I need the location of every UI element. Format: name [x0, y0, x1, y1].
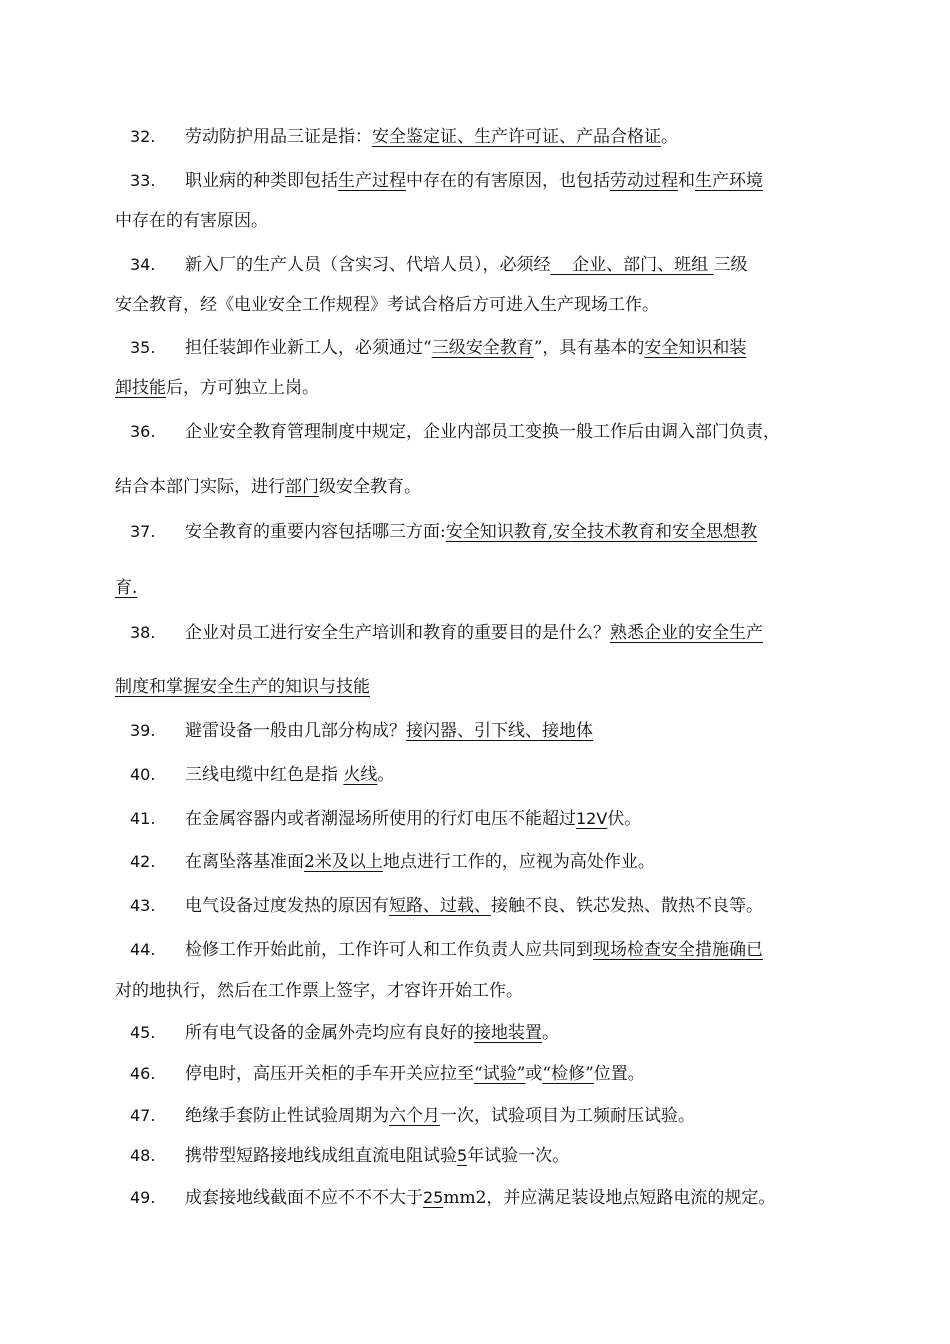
item-38-cont [115, 675, 850, 699]
answer: 育. [115, 578, 138, 598]
item-42: 42. 在离坠落基准面2米及以上地点进行工作的，应视为高处作业。 [130, 852, 655, 872]
item-36: 36. 企业安全教育管理制度中规定，企业内部员工变换一般工作后由调入部门负责， [130, 422, 780, 442]
item-34: 34. 新入厂的生产人员（含实习、代培人员），必须经 企业、部门、班组 三级 [130, 255, 748, 275]
item-34-cont: 安全教育，经《电业安全工作规程》考试合格后方可进入生产现场工作。 [115, 295, 659, 315]
item-49: 49. 成套接地线截面不应不不不大于25mm2，并应满足装设地点短路电流的规定。 [130, 1188, 776, 1208]
answer: 25 [423, 1188, 444, 1207]
answer: “检修” [542, 1064, 594, 1084]
answer: 安全知识和装 [644, 338, 747, 358]
answer: 劳动过程 [610, 171, 678, 191]
answer: 12V [576, 809, 608, 828]
answer: 熟悉企业的安全生产 [610, 623, 763, 643]
answer: 生产过程 [338, 171, 406, 191]
item-44: 44. 检修工作开始此前，工作许可人和工作负责人应共同到现场检查安全措施确已 [130, 940, 763, 960]
answer: 短路、过载、 [389, 896, 491, 916]
item-32: 32. 劳动防护用品三证是指：安全鉴定证、生产许可证、产品合格证。 [130, 127, 678, 147]
item-48: 48. 携带型短路接地线成组直流电阻试验5年试验一次。 [130, 1146, 570, 1166]
item-36-cont: 结合本部门实际，进行部门级安全教育。 [115, 477, 421, 497]
item-37: 37. 安全教育的重要内容包括哪三方面:安全知识教育,安全技术教育和安全思想教 [130, 522, 758, 542]
item-37-cont [115, 576, 850, 600]
answer: 制度和掌握安全生产的知识与技能 [115, 677, 370, 697]
item-40: 40. 三线电缆中红色是指 火线。 [130, 765, 395, 785]
item-47: 47. 绝缘手套防止性试验周期为六个月一次，试验项目为工频耐压试验。 [130, 1106, 695, 1126]
answer: 三级安全教育 [431, 338, 534, 358]
answer: 企业、部门、班组 [550, 255, 714, 275]
answer: 安全鉴定证、生产许可证、产品合格证 [372, 127, 661, 147]
item-41: 41. 在金属容器内或者潮湿场所使用的行灯电压不能超过12V伏。 [130, 809, 642, 829]
answer: 生产环境 [695, 171, 763, 191]
answer: 接地装置 [474, 1023, 542, 1043]
item-33-cont: 中存在的有害原因。 [115, 211, 268, 231]
answer: 六个月 [389, 1106, 440, 1126]
answer: 现场检查安全措施确已 [593, 940, 763, 960]
item-33: 33. 职业病的种类即包括生产过程中存在的有害原因，也包括劳动过程和生产环境 [130, 171, 763, 191]
item-45: 45. 所有电气设备的金属外壳均应有良好的接地装置。 [130, 1023, 559, 1043]
answer: 火线 [343, 765, 378, 785]
item-44-cont: 对的地执行，然后在工作票上签字，才容许开始工作。 [115, 981, 523, 1001]
answer: 2米及以上 [304, 852, 383, 872]
item-35-cont: 卸技能后，方可独立上岗。 [115, 378, 319, 398]
answer: 卸技能 [115, 378, 166, 398]
answer: 5 [457, 1146, 468, 1165]
answer: 安全知识教育,安全技术教育和安全思想教 [445, 522, 758, 542]
answer: 接闪器、引下线、接地体 [406, 721, 593, 741]
answer: 部门 [285, 477, 319, 497]
item-35: 35. 担任装卸作业新工人，必须通过“三级安全教育”，具有基本的安全知识和装 [130, 338, 747, 358]
item-43: 43. 电气设备过度发热的原因有短路、过载、接触不良、铁芯发热、散热不良等。 [130, 896, 763, 916]
item-38: 38. 企业对员工进行安全生产培训和教育的重要目的是什么？熟悉企业的安全生产 [130, 623, 763, 643]
item-39: 39. 避雷设备一般由几部分构成？接闪器、引下线、接地体 [130, 721, 593, 741]
answer: “试验” [474, 1064, 526, 1084]
item-46: 46. 停电时，高压开关柜的手车开关应拉至“试验”或“检修”位置。 [130, 1064, 645, 1084]
